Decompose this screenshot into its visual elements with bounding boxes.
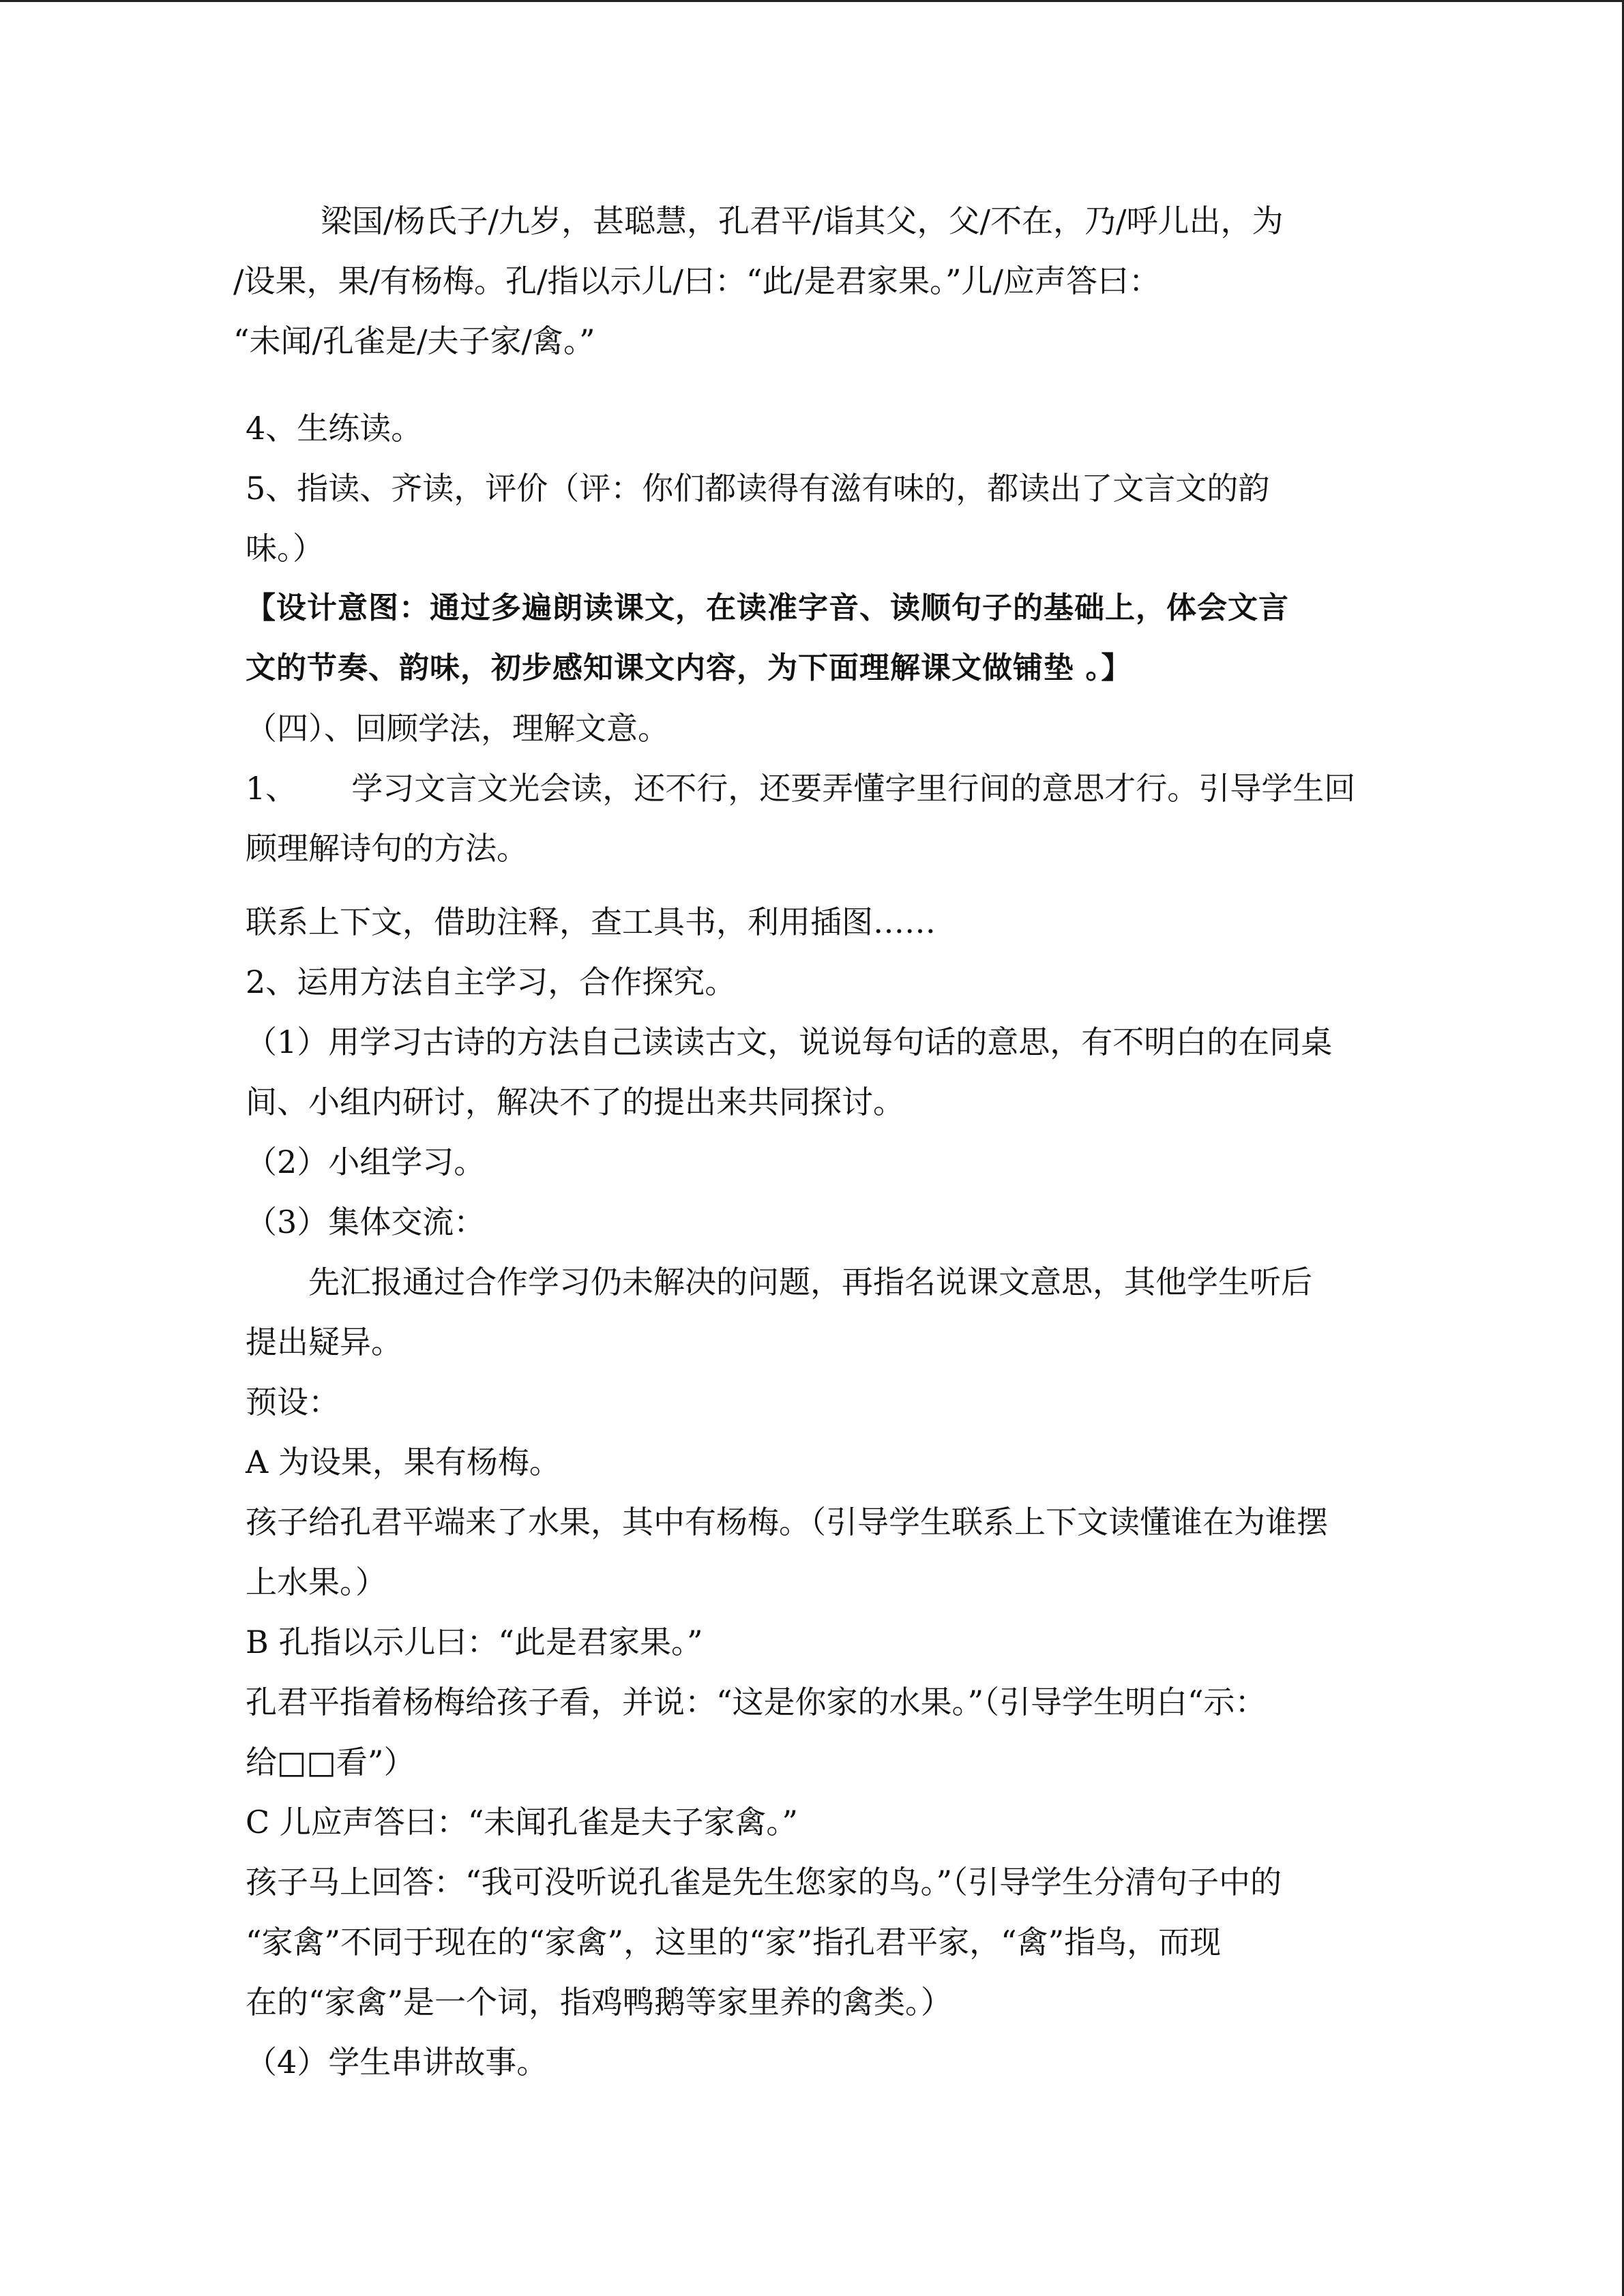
classical-text-line: “未闻/孔雀是/夫子家/禽。” — [233, 323, 595, 359]
step-5-line: 味。） — [246, 530, 324, 567]
item-2: 2、运用方法自主学习，合作探究。 — [246, 964, 737, 1000]
report-line: 先汇报通过合作学习仍未解决的问题，再指名说课文意思，其他学生听后 — [308, 1264, 1312, 1300]
design-intent-line: 文的节奏、韵味，初步感知课文内容，为下面理解课文做铺垫 。】 — [246, 651, 1132, 685]
sub-item-1 — [246, 1012, 1391, 1132]
item-1 — [246, 758, 1391, 878]
sub-item-3: （3）集体交流： — [246, 1204, 486, 1240]
design-intent-line: 【设计意图：通过多遍朗读课文，在读准字音、读顺句子的基础上，体会文言 — [246, 591, 1289, 625]
classical-text-line: /设果，果/有杨梅。孔/指以示儿/曰：“此/是君家果。”儿/应声答曰： — [233, 263, 1161, 299]
step-5-line: 5、指读、齐读，评价（评：你们都读得有滋有味的，都读出了文言文的韵 — [246, 470, 1270, 507]
page-border-top — [0, 0, 1624, 2]
preset-a-label: A 为设果，果有杨梅。 — [246, 1444, 561, 1480]
section-4-title: （四）、回顾学法，理解文意。 — [246, 710, 669, 747]
sub-item-2: （2）小组学习。 — [246, 1144, 486, 1180]
sub-item-4: （4）学生串讲故事。 — [246, 2044, 548, 2081]
preset-c-label: C 儿应声答曰：“未闻孔雀是夫子家禽。” — [246, 1804, 798, 1840]
item-1-line — [246, 758, 1391, 818]
preset-b-line: 孔君平指着杨梅给孩子看，并说：“这是你家的水果。”（引导学生明白“示： — [246, 1684, 1267, 1720]
report-paragraph — [246, 1252, 1391, 1372]
preset-c-line: 在的“家禽”是一个词，指鸡鸭鹅等家里养的禽类。） — [246, 1984, 953, 2021]
sub-item-1-line: 间、小组内研讨，解决不了的提出来共同探讨。 — [246, 1084, 904, 1120]
sub-item-1-line: （1）用学习古诗的方法自己读读古文，说说每句话的意思，有不明白的在同桌 — [246, 1024, 1333, 1060]
report-line: 提出疑异。 — [246, 1324, 402, 1360]
item-1-line: 顾理解诗句的方法。 — [246, 830, 528, 867]
design-intent — [246, 578, 1391, 698]
preset-b-label: B 孔指以示儿曰：“此是君家果。” — [246, 1624, 703, 1660]
classical-text-block — [233, 191, 1391, 371]
classical-text-line: 梁国/杨氏子/九岁，甚聪慧，孔君平/诣其父，父/不在，乃/呼儿出，为 — [321, 203, 1284, 239]
step-5 — [246, 458, 1391, 578]
preset-a-line: 孩子给孔君平端来了水果，其中有杨梅。（引导学生联系上下文读懂谁在为谁摆 — [246, 1504, 1328, 1540]
methods-list: 联系上下文，借助注释，查工具书，利用插图…… — [246, 904, 936, 940]
document-body — [233, 191, 1391, 2092]
preset-b-line: 给□□看”） — [246, 1744, 415, 1780]
preset-label: 预设： — [246, 1384, 340, 1420]
item-1-text: 学习文言文光会读，还不行，还要弄懂字里行间的意思才行。引导学生回 — [351, 770, 1356, 807]
item-1-number: 1、 — [246, 770, 297, 807]
preset-c-explanation — [246, 1852, 1391, 2032]
preset-c-line: “家禽”不同于现在的“家禽”，这里的“家”指孔君平家，“禽”指鸟，而现 — [246, 1924, 1222, 1960]
preset-a-explanation — [246, 1492, 1391, 1612]
preset-a-line: 上水果。） — [246, 1564, 387, 1600]
preset-b-explanation — [246, 1672, 1391, 1792]
preset-c-line: 孩子马上回答：“我可没听说孔雀是先生您家的鸟。”（引导学生分清句子中的 — [246, 1864, 1282, 1900]
step-4: 4、生练读。 — [246, 410, 423, 447]
